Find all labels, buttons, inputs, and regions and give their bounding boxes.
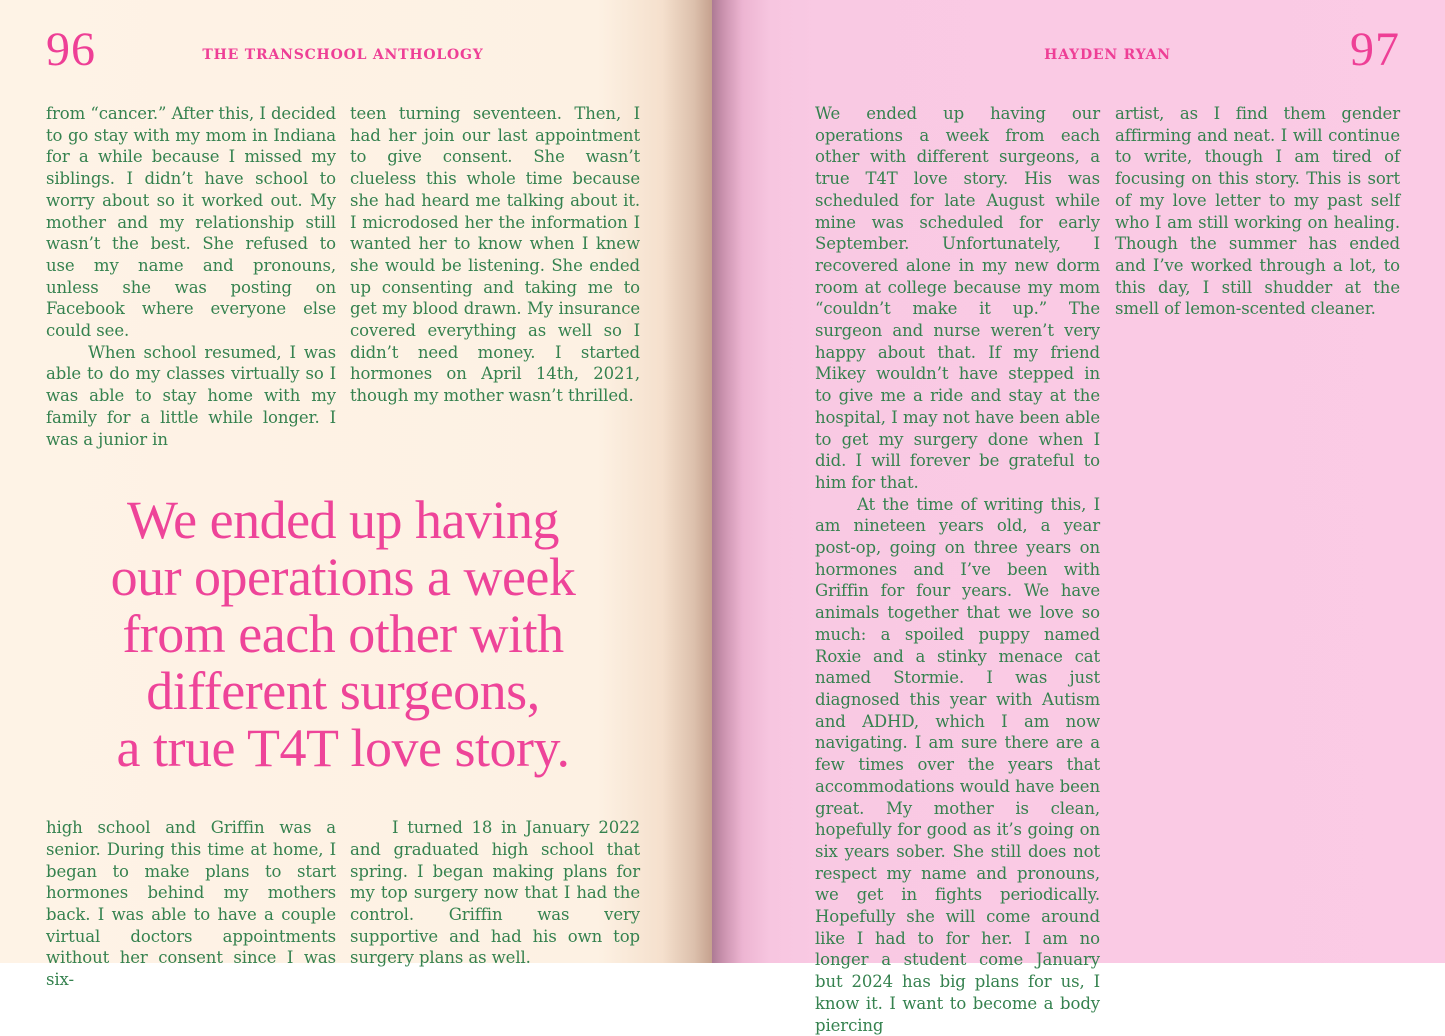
running-title-right: HAYDEN RYAN [1044,47,1171,63]
pull-quote-line: different surgeons, [146,661,540,722]
left-top-columns [46,103,640,450]
page-left [0,0,712,990]
left-bottom-columns [46,817,640,991]
left-bottom-column-1 [46,817,336,991]
page-number-right: 97 [1350,23,1400,76]
body-paragraph: We ended up having our operations a week from each other with different surgeons, a true T4T love story. His was scheduled for late August while mine was scheduled for early September. Unfortunately, I recovered alone in my new dorm room at college because my mom “couldn’t make it up.” The surgeon and nurse weren’t very happy about that. If my friend Mikey wouldn’t have stepped in to give me a ride and stay at the hospital, I may not have been able to get my surgery done when I did. I will forever be grateful to him for that. [815,104,1100,492]
left-top-column-1 [46,103,336,450]
body-paragraph: artist, as I find them gender affirming and neat. I will continue to write, though I am tired of focusing on this story. This is sort of my love letter to my past self who I am still working on healing. Though the summer has ended and I’ve worked through a lot, to this day, I still shudder at the smell of lemon-scented cleaner. [1115,104,1400,319]
right-column-2 [1115,103,1400,1036]
body-paragraph: At the time of writing this, I am nineteen years old, a year post-op, going on three years on hormones and I’ve been with Griffin for four years. We have animals together that we love so much: a spoiled puppy named Roxie and a stinky menace cat named Stormie. I was just diagnosed this year with Autism and ADHD, which I am now navigating. I am sure there are a few times over the years that accommodations would have been great. My mother is clean, hopefully for good as it’s going on six years sober. She still does not respect my name and pronouns, we get in fights periodically. Hopefully she will come around like I had to for her. I am no longer a student come January but 2024 has big plans for us, I know it. I want to become a body piercing [815,494,1100,1035]
left-top-column-2 [350,103,640,450]
page-header-left [46,0,640,103]
body-paragraph: When school resumed, I was able to do my classes virtually so I was able to stay home with my family for a little while longer. I was a junior in [46,342,336,449]
page-right [712,0,1445,1035]
pull-quote-line: from each other with [122,604,564,665]
body-paragraph: I turned 18 in January 2022 and graduated high school that spring. I began making plans for my top surgery now that I had the control. Griffin was very supportive and had his own top surgery plans as well. [350,818,640,968]
right-column-1 [815,103,1100,1036]
right-columns [815,103,1400,1036]
pull-quote-line: our operations a week [110,547,576,608]
body-paragraph: high school and Griffin was a senior. During this time at home, I began to make plans to start hormones behind my mothers back. I was able to have a couple virtual doctors appointments without her consent since I was six- [46,818,336,990]
page-header-right [815,0,1400,103]
running-title-left: THE TRANSCHOOL ANTHOLOGY [202,47,484,63]
pull-quote-line: a true T4T love story. [116,718,570,779]
page-number-left: 96 [46,23,96,76]
body-paragraph: from “cancer.” After this, I decided to go stay with my mom in Indiana for a while because I missed my siblings. I didn’t have school to worry about so it worked out. My mother and my relationship still wasn’t the best. She refused to use my name and pronouns, unless she was posting on Facebook where everyone else could see. [46,104,336,341]
pull-quote [46,492,640,777]
left-bottom-column-2 [350,817,640,991]
body-paragraph: teen turning seventeen. Then, I had her join our last appointment to give consent. She wasn’t clueless this whole time because she had heard me talking about it. I microdosed her the information I wanted her to know when I knew she would be listening. She ended up consenting and taking me to get my blood drawn. My insurance covered everything as well so I didn’t need money. I started hormones on April 14th, 2021, though my mother wasn’t thrilled. [350,104,640,406]
pull-quote-line: We ended up having [126,490,560,551]
